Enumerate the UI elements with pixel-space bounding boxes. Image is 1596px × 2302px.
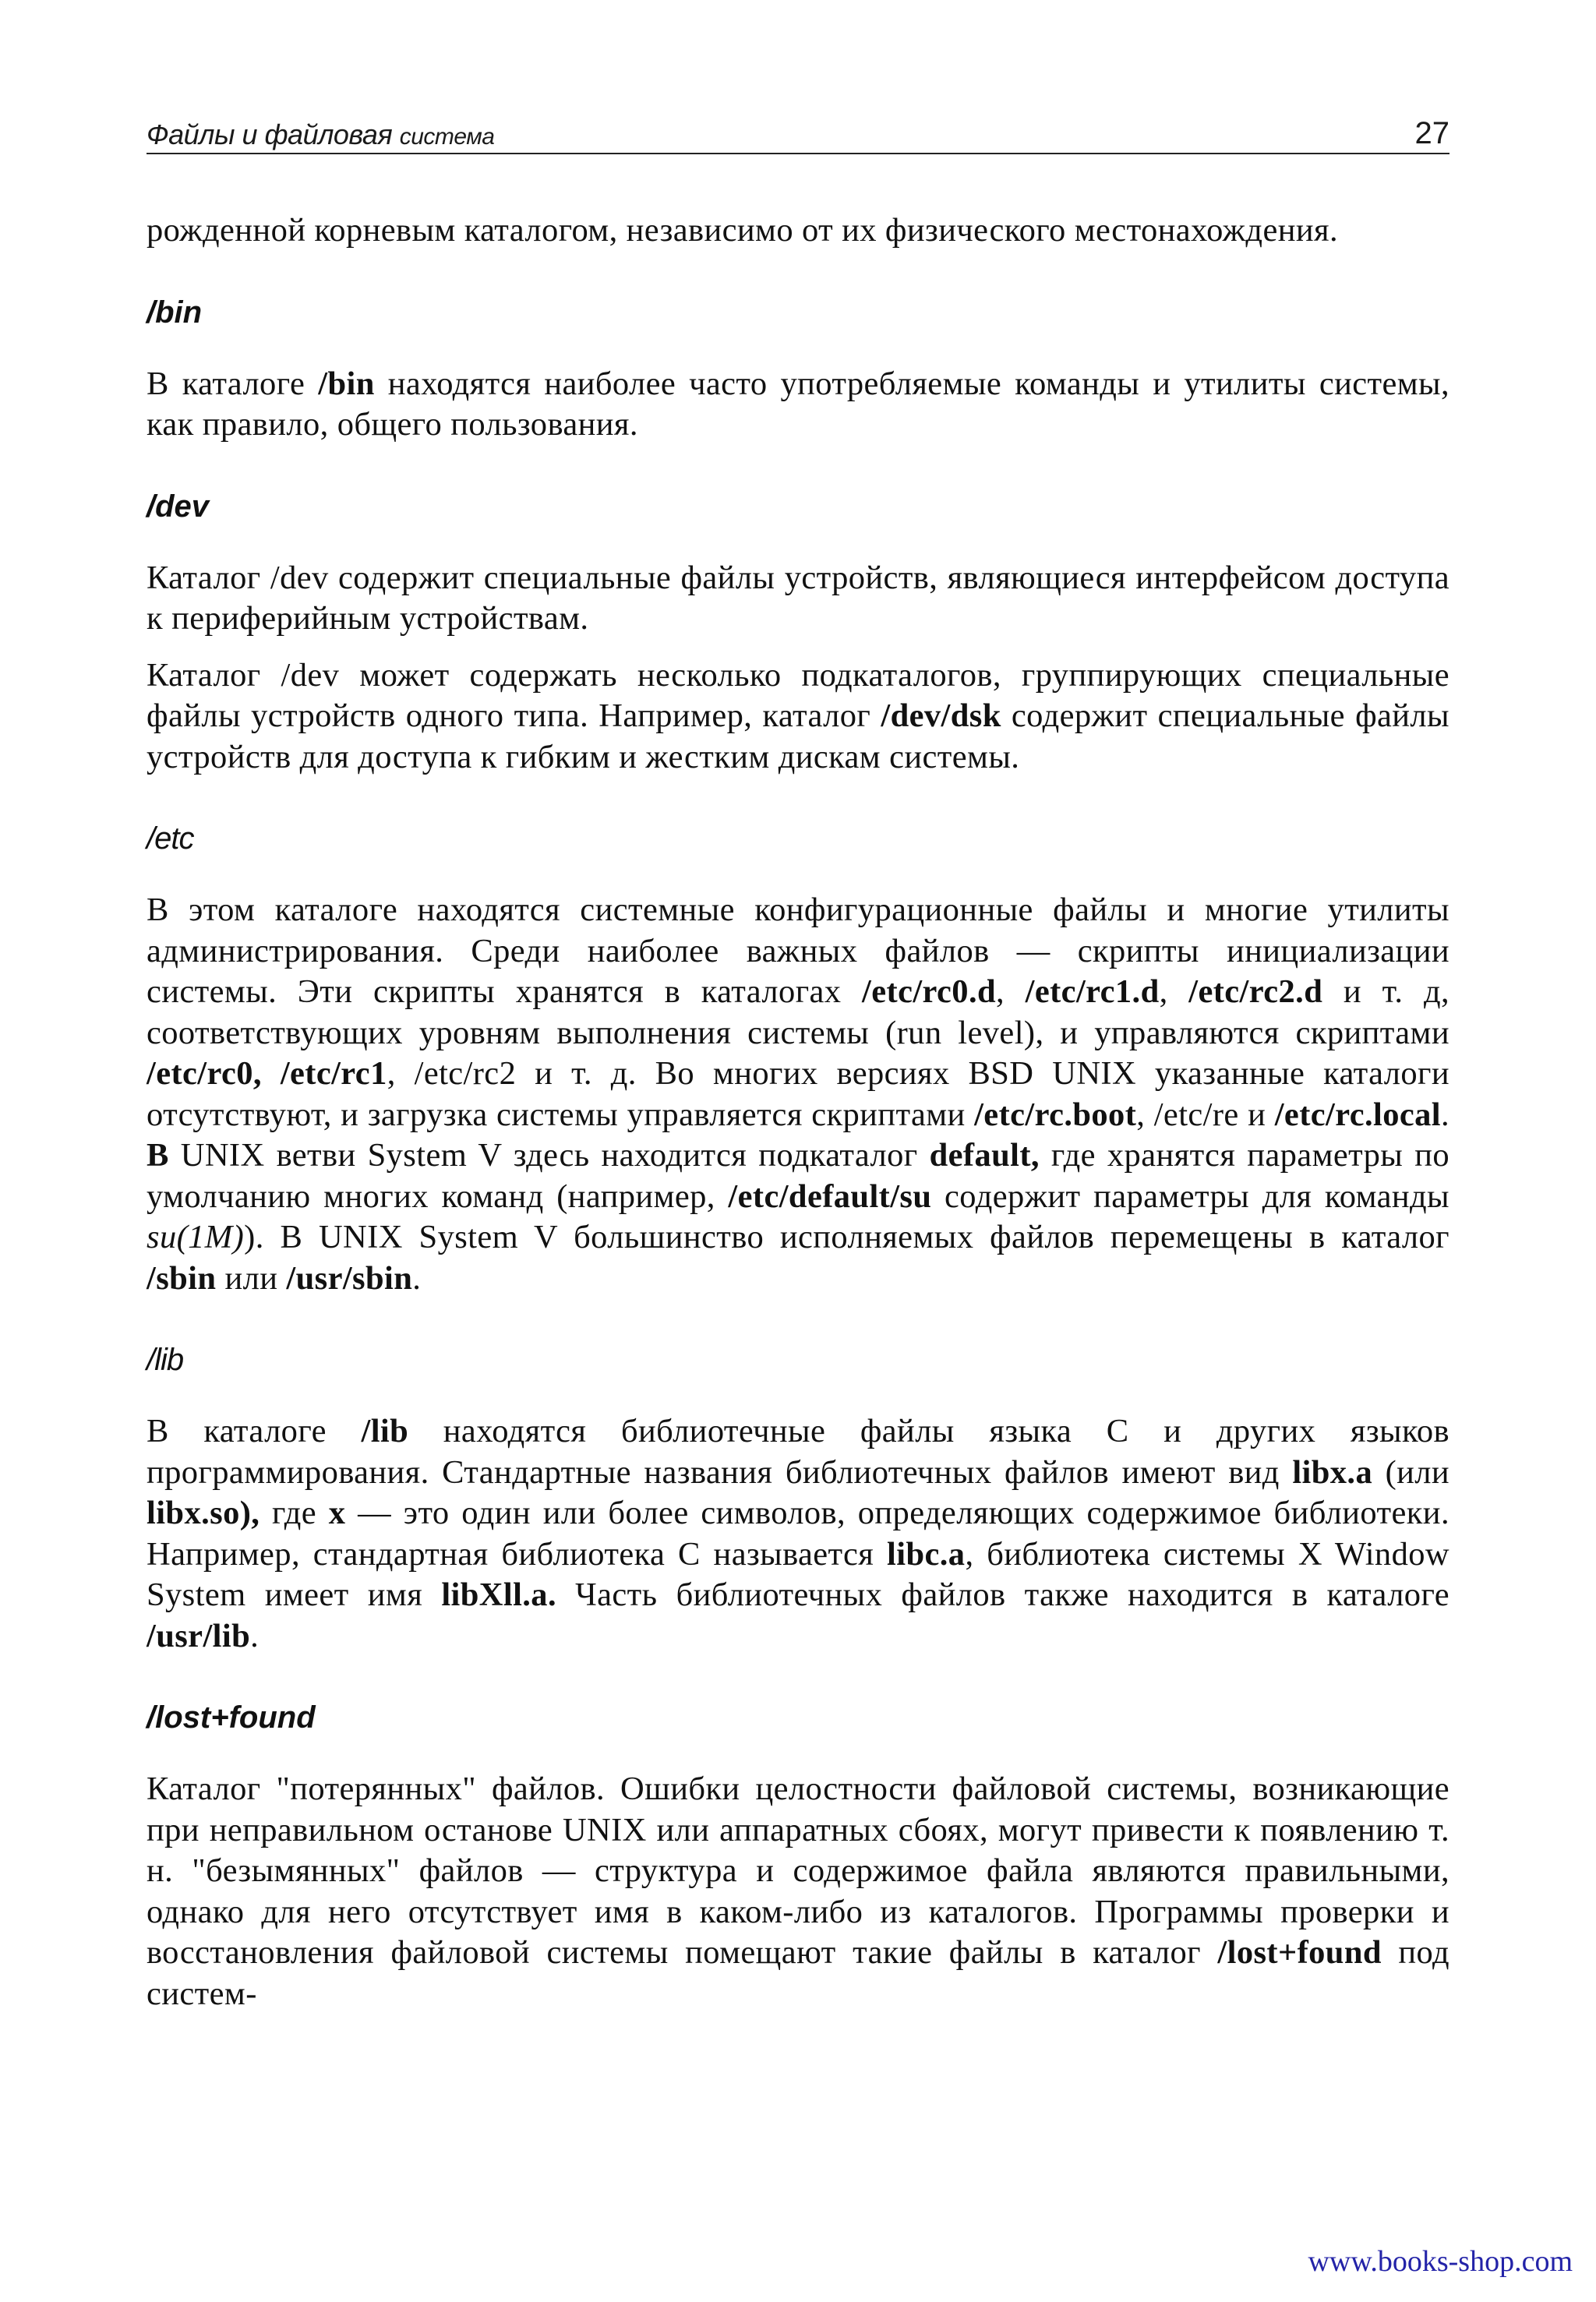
text-run: UNIX ветви System V здесь находится подкаталог	[180, 1137, 918, 1174]
intro-paragraph: рожденной корневым каталогом, независимо от их физического местонахождения.	[147, 212, 1338, 249]
text-run: В этом каталоге находятся системные конфигурационные файлы и многие утилиты администрирования. Среди наиболее важных файлов — скрипты инициализации системы. Эти скрипты хранятся в каталогах	[147, 891, 1449, 1010]
path-bin: /bin	[318, 365, 375, 402]
file-libxll-a: libXll.a.	[441, 1576, 556, 1613]
text-run: .	[1440, 1096, 1450, 1133]
text-run: ,	[996, 973, 1005, 1010]
heading-bin: /bin	[147, 295, 203, 330]
text-run: , /etc/re и	[1136, 1096, 1266, 1133]
text-run: Каталог "потерянных" файлов. Ошибки целостности файловой системы, возникающие при неправильном останове UNIX или аппаратных сбоях, могут привести к появлению т. н. "безымянных" файлов — структура и содержимое файла являются правильными, однако для него отсутствует имя в каком-либо из каталогов. Программы проверки и восстановления файловой системы помещают такие файлы в каталог	[147, 1771, 1449, 1971]
heading-etc: /etc	[147, 821, 194, 856]
dev-paragraph-1: Каталог /dev содержит специальные файлы устройств, являющиеся интерфейсом доступа к периферийным устройствам.	[147, 559, 1449, 637]
text-run: ,	[1159, 973, 1168, 1010]
path-etc-rc-boot: /etc/rc.boot	[974, 1096, 1137, 1133]
text-run: .	[250, 1617, 260, 1654]
text-run: или	[224, 1259, 278, 1297]
file-libc-a: libc.a	[887, 1535, 966, 1573]
path-etc-rc1d: /etc/rc1.d	[1025, 973, 1160, 1010]
running-title-small: система	[399, 124, 495, 150]
text-run: находятся библиотечные файлы языка С и других языков программирования. Стандартные названия библиотечных файлов имеют вид	[147, 1413, 1449, 1491]
path-etc-rc-local: /etc/rc.local	[1274, 1096, 1441, 1133]
page-body	[147, 210, 1449, 2014]
path-etc-rc2d: /etc/rc2.d	[1188, 973, 1323, 1010]
heading-lib: /lib	[147, 1343, 184, 1377]
command-su: su(1M)	[147, 1219, 245, 1255]
bin-paragraph	[147, 364, 1449, 446]
path-lib: /lib	[361, 1413, 409, 1449]
file-libx-a: libx.a	[1292, 1453, 1373, 1491]
footer-watermark-link[interactable]: www.books-shop.com	[1308, 2245, 1573, 2278]
running-title	[147, 118, 494, 151]
path-etc-rc1: /etc/rc1	[280, 1055, 387, 1092]
text-run: под систем-	[147, 1934, 1449, 2012]
text-run: содержит специальные файлы устройств для доступа к гибким и жестким дискам системы.	[147, 697, 1449, 775]
symbol-x: x	[328, 1495, 346, 1531]
text-run: — это один или более символов, определяющих содержимое библиотеки. Например, стандартная библиотека С называется	[147, 1495, 1449, 1573]
text-run: ). В UNIX System V большинство исполняемых файлов перемещены в каталог	[244, 1219, 1449, 1255]
dev-paragraph-2	[147, 655, 1449, 779]
etc-paragraph	[147, 890, 1449, 1299]
text-run: и т. д, соответствующих уровням выполнения системы (run level), и управляются скриптами	[147, 973, 1450, 1051]
bold-letter: В	[147, 1137, 169, 1174]
text-run: .	[412, 1259, 422, 1297]
path-usr-sbin: /usr/sbin	[286, 1259, 413, 1297]
heading-lost-found: /lost+found	[147, 1700, 316, 1735]
path-etc-rc0d: /etc/rc0.d	[862, 973, 997, 1010]
text-run: (или	[1385, 1453, 1450, 1491]
text-run: находятся наиболее часто употребляемые команды и утилиты системы, как правило, общего пользования.	[147, 365, 1450, 443]
text-run: , /etc/rc2 и т. д. Во многих версиях BSD UNIX указанные каталоги отсутствуют, и загрузка системы управляется скриптами	[147, 1055, 1450, 1133]
text-run: Часть библиотечных файлов также находится в каталоге	[575, 1576, 1449, 1613]
running-title-main: Файлы и файловая	[147, 118, 393, 150]
text-run: Каталог /dev может содержать несколько подкаталогов, группирующих специальные файлы устройств одного типа. Например, каталог	[147, 656, 1449, 734]
page-number: 27	[1414, 116, 1449, 150]
text-run: , библиотека системы X Window System имеет имя	[147, 1535, 1449, 1613]
lost-found-paragraph	[147, 1769, 1449, 2014]
path-etc-rc0: /etc/rc0,	[147, 1055, 262, 1092]
file-libx-so: libx.so),	[147, 1495, 260, 1531]
path-usr-lib: /usr/lib	[147, 1617, 251, 1654]
path-dev-dsk: /dev/dsk	[881, 697, 1001, 734]
path-etc-default-su: /etc/default/su	[728, 1177, 932, 1215]
text-run: В каталоге	[147, 365, 305, 402]
lib-paragraph	[147, 1411, 1449, 1657]
text-run: где	[272, 1495, 317, 1531]
path-lost-found: /lost+found	[1217, 1934, 1382, 1971]
text-run: где хранятся параметры по умолчанию многих команд (например,	[147, 1137, 1450, 1215]
text-run: В каталоге	[147, 1413, 327, 1449]
heading-dev: /dev	[147, 489, 210, 524]
path-default: default,	[929, 1137, 1040, 1174]
text-run: содержит параметры для команды	[945, 1177, 1449, 1215]
running-header	[147, 109, 1449, 154]
path-sbin: /sbin	[147, 1259, 217, 1297]
